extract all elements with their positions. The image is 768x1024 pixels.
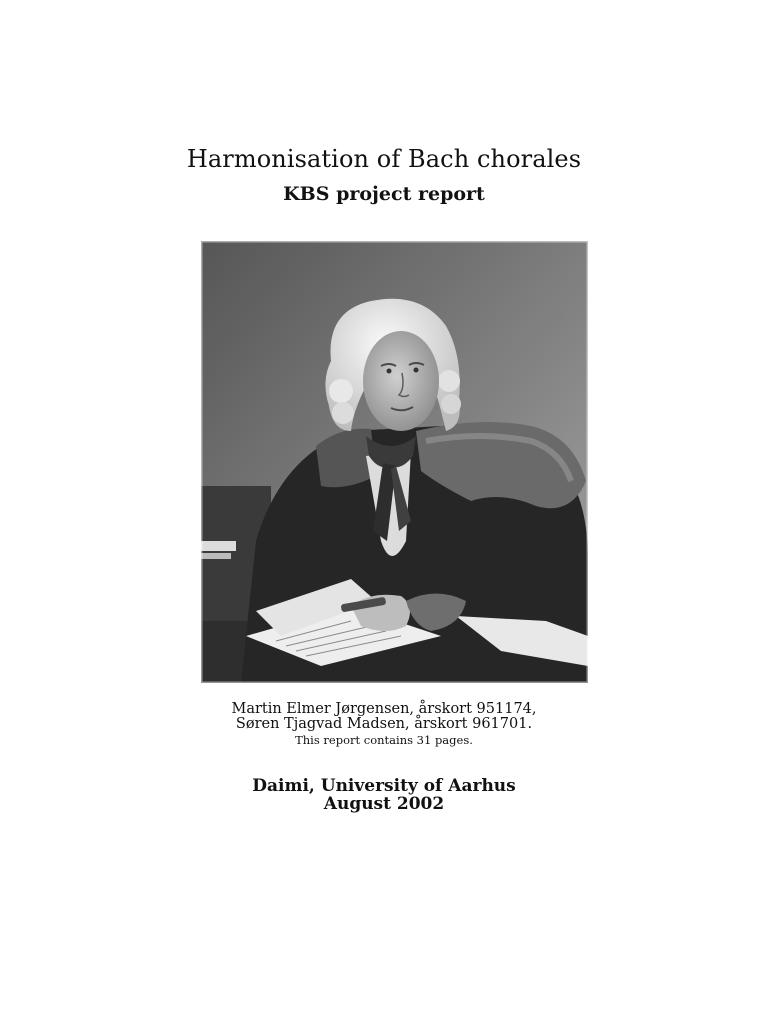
page-count-note: This report contains 31 pages. (295, 733, 473, 747)
author-line-1: Martin Elmer Jørgensen, årskort 951174, (231, 701, 537, 717)
document-subtitle: KBS project report (283, 183, 485, 205)
document-title: Harmonisation of Bach chorales (186, 145, 582, 173)
institution-name: Daimi, University of Aarhus (252, 776, 516, 796)
institution-block (0, 777, 768, 813)
bach-portrait-image (201, 241, 588, 683)
report-date: August 2002 (323, 794, 445, 814)
author-list (0, 702, 768, 732)
author-line-2: Søren Tjagvad Madsen, årskort 961701. (235, 716, 533, 732)
